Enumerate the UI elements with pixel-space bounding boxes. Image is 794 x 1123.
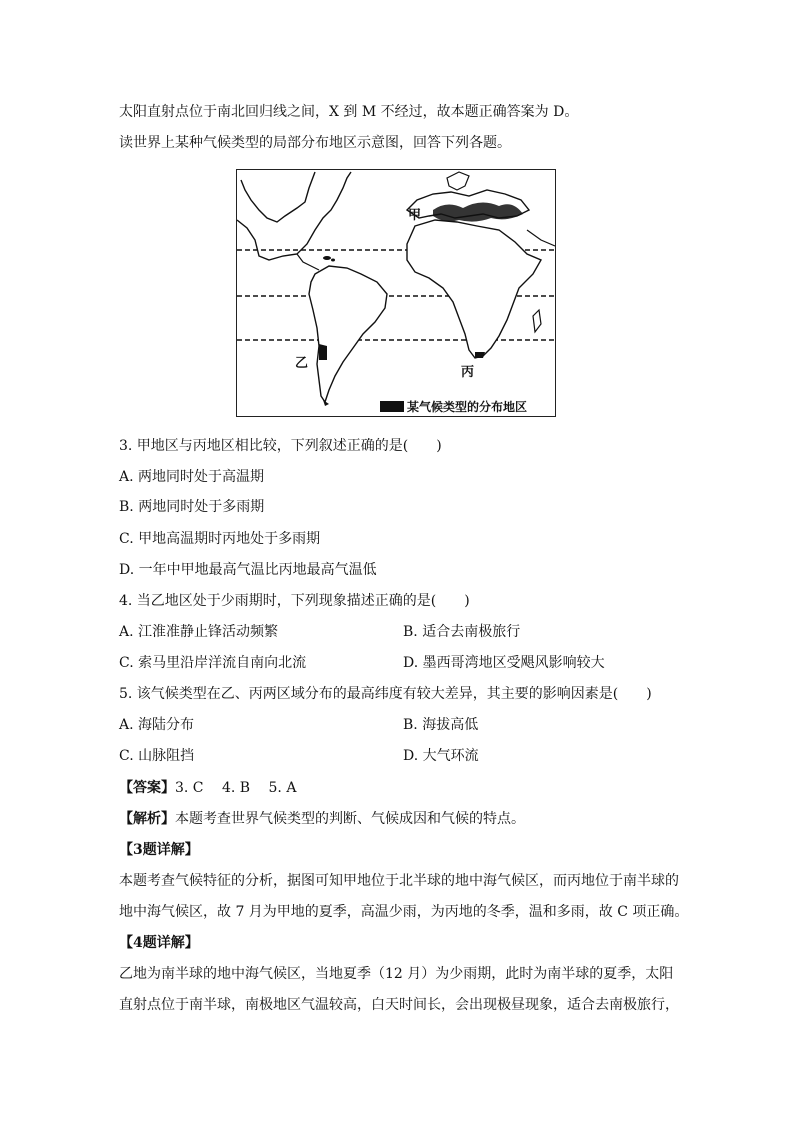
caribbean-island: [323, 256, 331, 260]
q3-option-d: D. 一年中甲地最高气温比丙地最高气温低: [119, 562, 377, 578]
q4-detail-line-2: 直射点位于南半球，南极地区气温较高，白天时间长，会出现极昼现象，适合去南极旅行，: [119, 997, 679, 1013]
label-yi: 乙: [295, 356, 309, 371]
analysis-label: 【解析】: [119, 811, 175, 827]
intro-line-2: 读世界上某种气候类型的局部分布地区示意图，回答下列各题。: [119, 135, 511, 151]
label-bing: 丙: [461, 365, 475, 380]
region-yi-marker: [319, 344, 327, 360]
q3-stem: 3. 甲地区与丙地区相比较，下列叙述正确的是( ): [119, 438, 442, 454]
q5-stem: 5. 该气候类型在乙、丙两区域分布的最高纬度有较大差异，其主要的影响因素是( ): [119, 686, 652, 702]
madagascar-outline: [533, 310, 541, 332]
caribbean-island-small: [331, 259, 335, 262]
analysis-text: 本题考查世界气候类型的判断、气候成因和气候的特点。: [175, 811, 525, 827]
q4-option-d: D. 墨西哥湾地区受飓风影响较大: [403, 655, 605, 671]
q4-option-c: C. 索马里沿岸洋流自南向北流: [119, 655, 307, 671]
scandinavia-outline: [447, 172, 469, 190]
answer-line: [119, 778, 296, 798]
legend-text: 某气候类型的分布地区: [407, 400, 528, 414]
q4-option-b: B. 适合去南极旅行: [403, 624, 521, 640]
q5-option-a: A. 海陆分布: [119, 717, 195, 733]
south-america-outline: [309, 266, 387, 402]
north-america-outline: [237, 172, 351, 260]
q3-detail-heading: 【3题详解】: [119, 842, 199, 858]
legend-swatch-icon: [380, 401, 404, 412]
q4-option-a: A. 江淮准静止锋活动频繁: [119, 624, 279, 640]
label-jia: 甲: [408, 208, 422, 223]
region-bing-marker: [475, 352, 485, 358]
region-jia-marker: [433, 202, 523, 221]
arabia-outline: [527, 230, 555, 246]
q5-option-c: C. 山脉阻挡: [119, 748, 195, 764]
q5-option-b: B. 海拔高低: [403, 717, 479, 733]
q3-option-a: A. 两地同时处于高温期: [119, 469, 265, 485]
q3-option-b: B. 两地同时处于多雨期: [119, 499, 265, 515]
q4-stem: 4. 当乙地区处于少雨期时，下列现象描述正确的是( ): [119, 593, 470, 609]
q3-detail-line-2: 地中海气候区，故 7 月为甲地的夏季，高温少雨，为丙地的冬季，温和多雨，故 C 项正确。: [119, 904, 689, 920]
q4-detail-heading: 【4题详解】: [119, 935, 199, 951]
world-map-svg: [237, 170, 555, 416]
map-legend: [380, 400, 552, 414]
central-america-outline: [297, 254, 319, 270]
answer-label: 【答案】: [119, 780, 175, 796]
q3-option-c: C. 甲地高温期时丙地处于多雨期: [119, 531, 321, 547]
africa-outline: [407, 220, 541, 358]
climate-distribution-map: [236, 169, 556, 417]
q4-detail-line-1: 乙地为南半球的地中海气候区，当地夏季（12 月）为少雨期，此时为南半球的夏季，太阳: [119, 966, 674, 982]
answer-text: 3. C 4. B 5. A: [175, 780, 297, 796]
q5-option-d: D. 大气环流: [403, 748, 479, 764]
q3-detail-line-1: 本题考查气候特征的分析，据图可知甲地位于北半球的地中海气候区，而丙地位于南半球的: [119, 873, 679, 889]
intro-line-1: 太阳直射点位于南北回归线之间，X 到 M 不经过，故本题正确答案为 D。: [119, 104, 579, 120]
analysis-line: [119, 809, 525, 829]
